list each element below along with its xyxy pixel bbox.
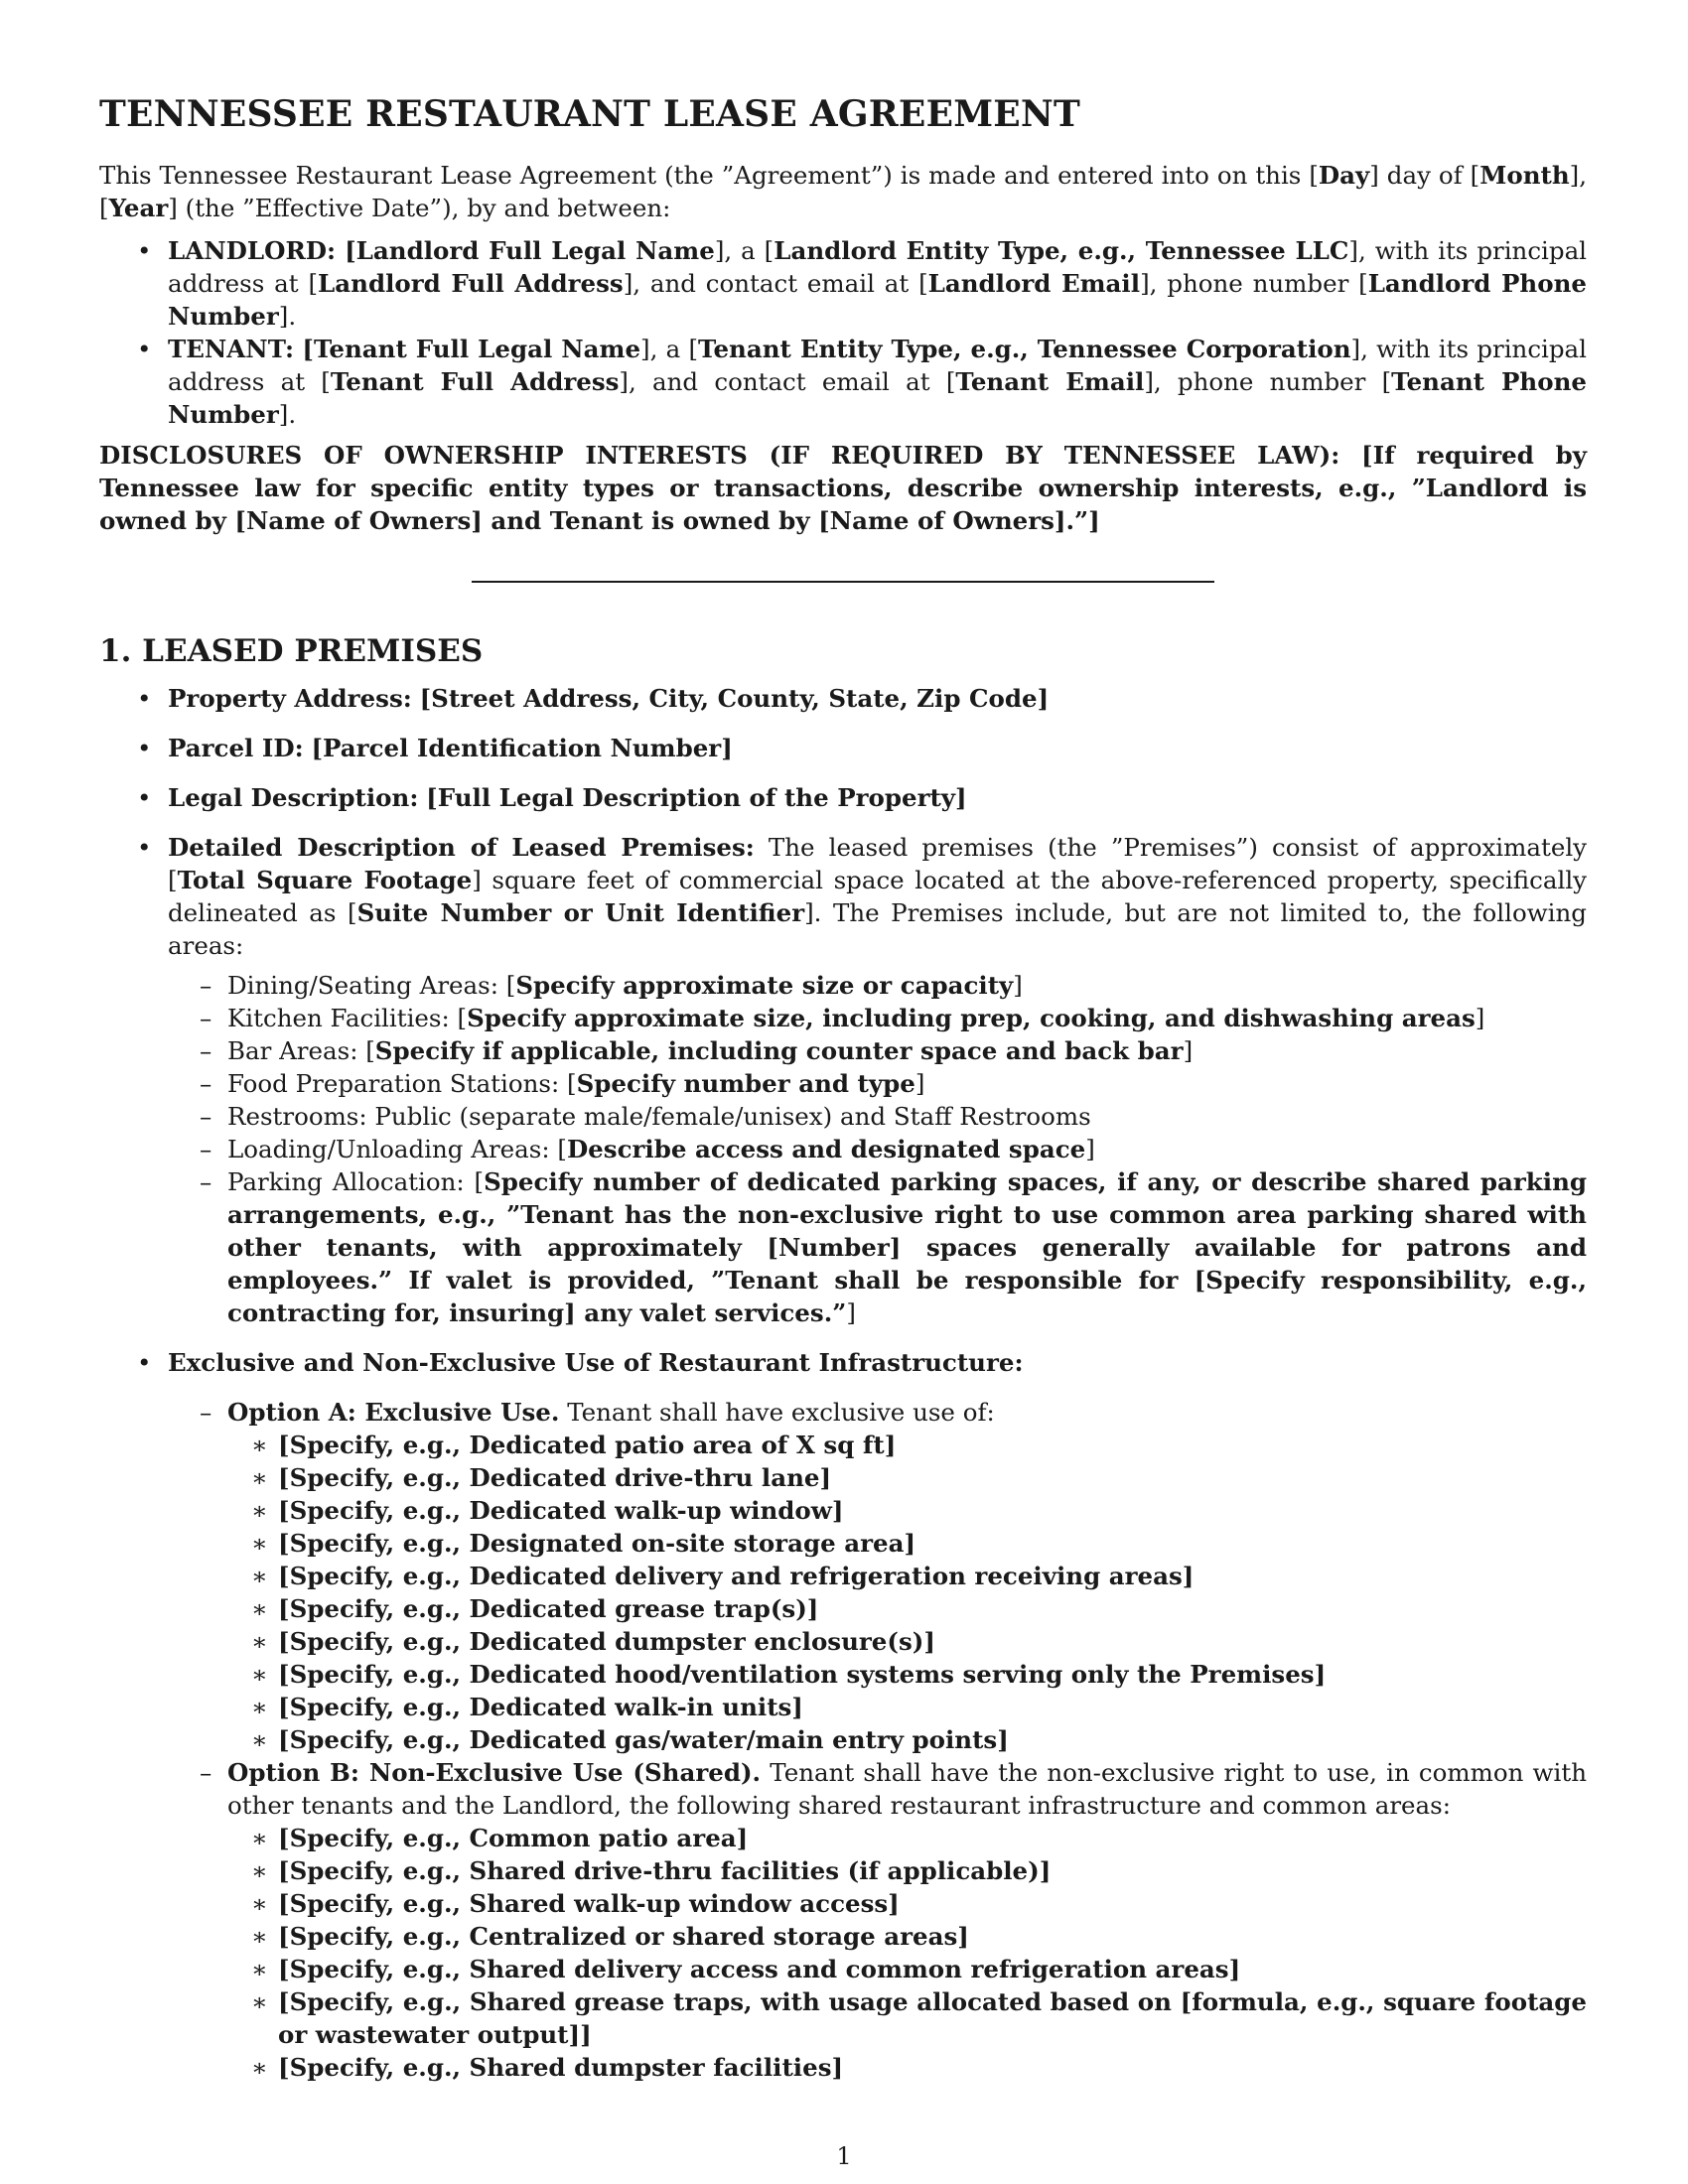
parcel-id-item: • Parcel ID: [Parcel Identification Number] (99, 732, 1587, 764)
landlord-item: • LANDLORD: [Landlord Full Legal Name], a [Landlord Entity Type, e.g., Tennessee LLC], with its principal address at [Landlord Full Address], and contact email at [Landlord Email], phone number [Landlord Phone Number]. (99, 234, 1587, 333)
list-item: ∗ [Specify, e.g., Shared delivery access and common refrigeration areas] (227, 1953, 1587, 1985)
landlord-email: Landlord Email (927, 269, 1141, 298)
landlord-name: [Landlord Full Legal Name (345, 236, 715, 265)
premises-list (99, 682, 1587, 2084)
parties-list (99, 234, 1587, 431)
detailed-description-item: • Detailed Description of Leased Premises: The leased premises (the ”Premises”) consist of approximately [Total Square Footage] square feet of commercial space located at the above-referenced property, specifically delineated as [Suite Number or Unit Identifier]. The Premises include, but are not limited to, the following areas: – Dining/Seating Areas: [Specify approximate size or capacity] – Kitchen Facilities: [Specify approximate size, including prep, cooking, and dishwashing areas] – Bar Areas: [Specify if applicable, including counter space and back bar] – Food Preparation Stations: [Specify number and type] – Restrooms: Public (separate male/female/unisex) and Staff Restrooms – Loading/Unloading Areas: [Describe access and designated space] – Parking Allocation: [Specify number of dedicated parking spaces, if any, or describe shared parking arrangements, e.g., ”Tenant has the non-exclusive right to use common area parking shared with other tenants, with approximately [Number] spaces generally available for patrons and employees.” If valet is provided, ”Tenant shall be responsible for [Specify responsibility, e.g., contracting for, insuring] any valet services.”] (99, 831, 1587, 1329)
month-field: Month (1479, 161, 1570, 190)
tenant-phone: Tenant Phone Number (168, 367, 1587, 429)
document-page (99, 77, 1587, 2101)
area-item: – Food Preparation Stations: [Specify number and type] (168, 1067, 1587, 1100)
tenant-item: • TENANT: [Tenant Full Legal Name], a [Tenant Entity Type, e.g., Tennessee Corporation], with its principal address at [Tenant Full Address], and contact email at [Tenant Email], phone number [Tenant Phone Number]. (99, 333, 1587, 431)
area-item: – Loading/Unloading Areas: [Describe access and designated space] (168, 1133, 1587, 1165)
landlord-entity: Landlord Entity Type, e.g., Tennessee LLC (774, 236, 1349, 265)
tenant-entity: Tenant Entity Type, e.g., Tennessee Corporation (698, 335, 1351, 363)
page-number: 1 (836, 2142, 852, 2170)
area-item: – Dining/Seating Areas: [Specify approximate size or capacity] (168, 969, 1587, 1002)
list-item: ∗ [Specify, e.g., Shared drive-thru facilities (if applicable)] (227, 1854, 1587, 1887)
section-divider (472, 581, 1214, 583)
tenant-address: Tenant Full Address (330, 367, 620, 396)
list-item: ∗ [Specify, e.g., Designated on-site storage area] (227, 1527, 1587, 1560)
list-item: ∗ [Specify, e.g., Shared walk-up window access] (227, 1887, 1587, 1920)
list-item: ∗ [Specify, e.g., Dedicated dumpster enclosure(s)] (227, 1625, 1587, 1658)
area-item: – Kitchen Facilities: [Specify approximate size, including prep, cooking, and dishwashing areas] (168, 1002, 1587, 1034)
option-a-list (227, 1429, 1587, 1756)
landlord-label: LANDLORD: (168, 236, 337, 265)
legal-description-item: • Legal Description: [Full Legal Description of the Property] (99, 781, 1587, 814)
list-item: ∗ [Specify, e.g., Centralized or shared storage areas] (227, 1920, 1587, 1953)
property-address-item: • Property Address: [Street Address, City, County, State, Zip Code] (99, 682, 1587, 715)
day-field: Day (1318, 161, 1370, 190)
tenant-name: [Tenant Full Legal Name (302, 335, 641, 363)
area-item: – Restrooms: Public (separate male/female/unisex) and Staff Restrooms (168, 1100, 1587, 1133)
tenant-email: Tenant Email (955, 367, 1145, 396)
list-item: ∗ [Specify, e.g., Dedicated delivery and refrigeration receiving areas] (227, 1560, 1587, 1592)
intro-paragraph: This Tennessee Restaurant Lease Agreement (the ”Agreement”) is made and entered into on this [Day] day of [Month], [Year] (the ”Effective Date”), by and between: (99, 161, 1588, 222)
list-item: ∗ [Specify, e.g., Dedicated patio area of X sq ft] (227, 1429, 1587, 1461)
list-item: ∗ [Specify, e.g., Dedicated gas/water/main entry points] (227, 1723, 1587, 1756)
disclosures-paragraph: DISCLOSURES OF OWNERSHIP INTERESTS (IF REQUIRED BY TENNESSEE LAW): [If required by Tennessee law for specific entity types or transactions, describe ownership interests, e.g., ”Landlord is owned by [Name of Owners] and Tenant is owned by [Name of Owners].”] (99, 441, 1587, 535)
list-item: ∗ [Specify, e.g., Dedicated drive-thru lane] (227, 1461, 1587, 1494)
option-b-item: – Option B: Non-Exclusive Use (Shared). Tenant shall have the non-exclusive right to use, in common with other tenants and the Landlord, the following shared restaurant infrastructure and common areas: ∗ [Specify, e.g., Common patio area] ∗ [Specify, e.g., Shared drive-thru facilities (if applicable)] ∗ [Specify, e.g., Shared walk-up window access] ∗ [Specify, e.g., Centralized or shared storage areas] ∗ [Specify, e.g., Shared delivery access and common refrigeration areas] ∗ [Specify, e.g., Shared grease traps, with usage allocated based on [formula, e.g., square footage or wastewater output]] ∗ [Specify, e.g., Shared dumpster facilities] (168, 1756, 1587, 2084)
year-field: Year (108, 194, 169, 222)
document-title: TENNESSEE RESTAURANT LEASE AGREEMENT (99, 93, 1080, 135)
list-item: ∗ [Specify, e.g., Shared grease traps, with usage allocated based on [formula, e.g., square footage or wastewater output]] (227, 1985, 1587, 2051)
options-list (168, 1396, 1587, 2084)
list-item: ∗ [Specify, e.g., Dedicated hood/ventilation systems serving only the Premises] (227, 1658, 1587, 1691)
section-1-heading: 1. LEASED PREMISES (99, 633, 484, 669)
landlord-phone: Landlord Phone Number (168, 269, 1587, 331)
suite-field: Suite Number or Unit Identifier (356, 898, 805, 927)
option-b-list (227, 1822, 1587, 2084)
list-item: ∗ [Specify, e.g., Dedicated walk-in units] (227, 1691, 1587, 1723)
area-item: – Bar Areas: [Specify if applicable, including counter space and back bar] (168, 1034, 1587, 1067)
tenant-label: TENANT: (168, 335, 295, 363)
list-item: ∗ [Specify, e.g., Common patio area] (227, 1822, 1587, 1854)
area-item: – Parking Allocation: [Specify number of dedicated parking spaces, if any, or describe shared parking arrangements, e.g., ”Tenant has the non-exclusive right to use common area parking shared with other tenants, with approximately [Number] spaces generally available for patrons and employees.” If valet is provided, ”Tenant shall be responsible for [Specify responsibility, e.g., contracting for, insuring] any valet services.”] (168, 1165, 1587, 1329)
option-a-item: – Option A: Exclusive Use. Tenant shall have exclusive use of: ∗ [Specify, e.g., Dedicated patio area of X sq ft] ∗ [Specify, e.g., Dedicated drive-thru lane] ∗ [Specify, e.g., Dedicated walk-up window] ∗ [Specify, e.g., Designated on-site storage area] ∗ [Specify, e.g., Dedicated delivery and refrigeration receiving areas] ∗ [Specify, e.g., Dedicated grease trap(s)] ∗ [Specify, e.g., Dedicated dumpster enclosure(s)] ∗ [Specify, e.g., Dedicated hood/ventilation systems serving only the Premises] ∗ [Specify, e.g., Dedicated walk-in units] ∗ [Specify, e.g., Dedicated gas/water/main entry points] (168, 1396, 1587, 1756)
landlord-address: Landlord Full Address (318, 269, 624, 298)
list-item: ∗ [Specify, e.g., Dedicated walk-up window] (227, 1494, 1587, 1527)
areas-list (168, 969, 1587, 1329)
infrastructure-item: • Exclusive and Non-Exclusive Use of Restaurant Infrastructure: – Option A: Exclusive Use. Tenant shall have exclusive use of: ∗ [Specify, e.g., Dedicated patio area of X sq ft] ∗ [Specify, e.g., Dedicated drive-thru lane] ∗ [Specify, e.g., Dedicated walk-up window] ∗ [Specify, e.g., Designated on-site storage area] ∗ [Specify, e.g., Dedicated delivery and refrigeration receiving areas] ∗ [Specify, e.g., Dedicated grease trap(s)] ∗ [Specify, e.g., Dedicated dumpster enclosure(s)] ∗ [Specify, e.g., Dedicated hood/ventilation systems serving only the Premises] ∗ [Specify, e.g., Dedicated walk-in units] ∗ [Specify, e.g., Dedicated gas/water/main entry points] – Option B: Non-Exclusive Use (Shared). Tenant shall have the non-exclusive right to use, in common with other tenants and the Landlord, the following shared restaurant infrastructure and common areas: ∗ [Specify, e.g., Common patio area] ∗ [Specify, e.g., Shared drive-thru facilities (if applicable)] ∗ [Specify, e.g., Shared walk-up window access] ∗ [Specify, e.g., Centralized or shared storage areas] ∗ [Specify, e.g., Shared delivery access and common refrigeration areas] ∗ [Specify, e.g., Shared grease traps, with usage allocated based on [formula, e.g., square footage or wastewater output]] ∗ [Specify, e.g., Shared dumpster facilities] (99, 1346, 1587, 2084)
list-item: ∗ [Specify, e.g., Shared dumpster facilities] (227, 2051, 1587, 2084)
square-footage-field: Total Square Footage (177, 866, 473, 894)
list-item: ∗ [Specify, e.g., Dedicated grease trap(s)] (227, 1592, 1587, 1625)
